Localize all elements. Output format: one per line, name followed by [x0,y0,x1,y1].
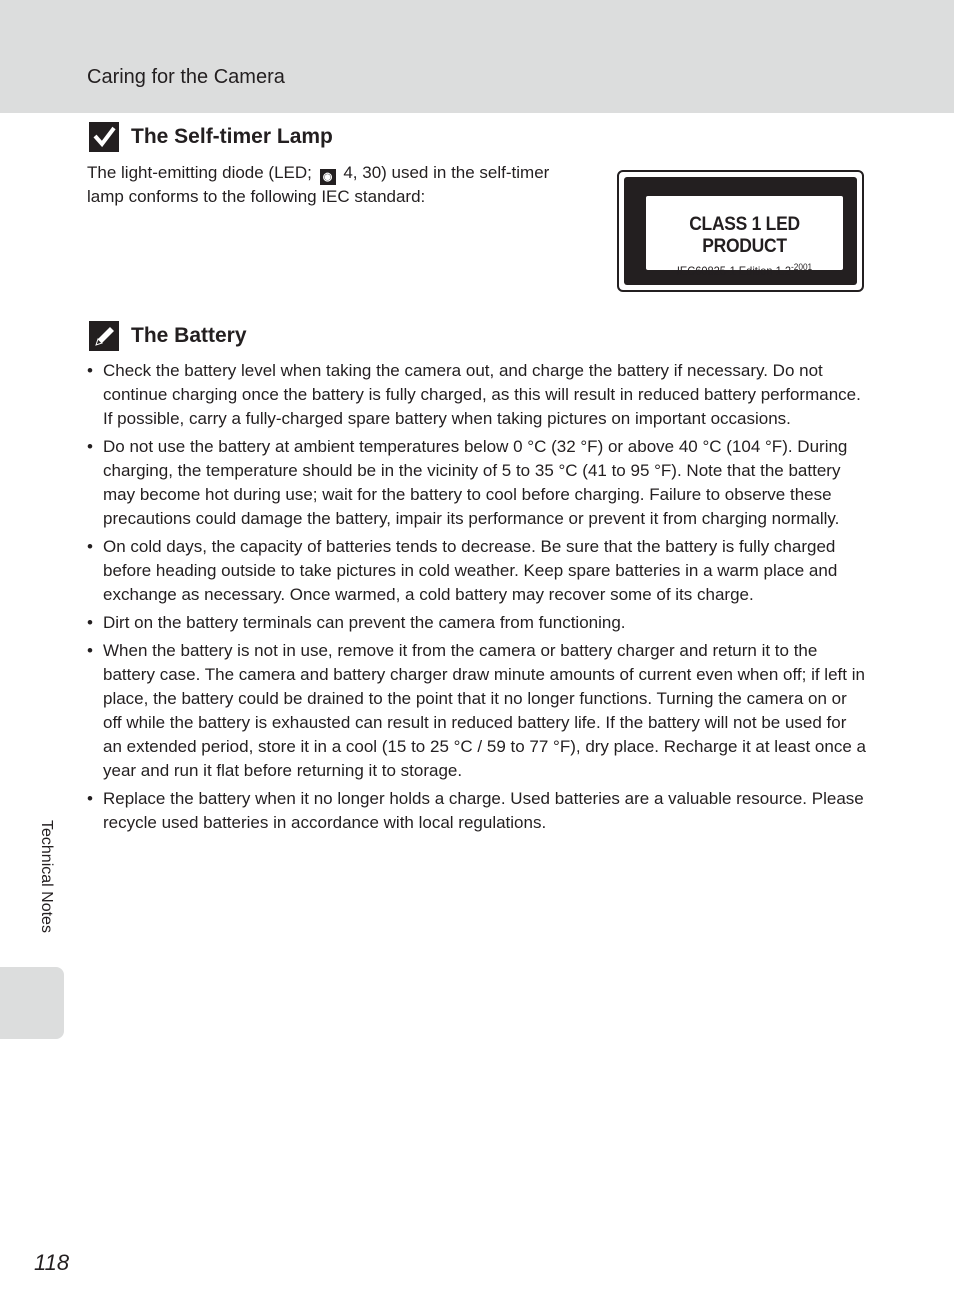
checkmark-note-icon [88,121,120,153]
led-label-title: CLASS 1 LED PRODUCT [689,214,800,257]
page-number: 118 [34,1250,70,1275]
list-item: • Replace the battery when it no longer holds a charge. Used batteries are a valuable resource. Please recycle used batteries in accordance with local regulations. [87,789,864,832]
battery-heading [88,320,247,352]
self-timer-paragraph: The light-emitting diode (LED; ◉ 4, 30) used in the self-timer lamp conforms to the following IEC standard: [87,163,550,206]
page-header-title: Caring for the Camera [87,66,285,88]
self-timer-heading [88,121,333,153]
list-item: • Do not use the battery at ambient temperatures below 0 °C (32 °F) or above 40 °C (104 °F). During charging, the temperature should be in the vicinity of 5 to 35 °C (41 to 95 °F). Note that the battery may become hot during use; wait for the battery to cool before charging. Failure to observe these precautions could damage the battery, impair its performance or prevent it from charging normally. [87,437,848,528]
list-item: • When the battery is not in use, remove it from the camera or battery charger and return it to the battery case. The camera and battery charger draw minute amounts of current even when off; if left in place, the battery could be drained to the point that it no longer functions. Turning the camera on or off while the battery is exhausted can result in reduced battery life. If the battery will not be used for an extended period, store it in a cool (15 to 25 °C / 59 to 77 °F), dry place. Recharge it at least once a year and run it flat before returning it to storage. [87,641,866,780]
class1-led-label [617,170,864,292]
list-item: • Check the battery level when taking the camera out, and charge the battery if necessary. Do not continue charging once the battery is fully charged, as this will result in reduced battery performance. If possible, carry a fully-charged spare battery when taking pictures on important occasions. [87,361,861,428]
header-band [0,0,954,113]
battery-list [87,359,867,839]
battery-title: The Battery [131,324,247,347]
camera-reference-icon: ◉ [320,169,336,185]
side-section-label: Technical Notes [38,820,55,933]
led-label-standard: IEC60825-1 Edition $1.2^{-2001}$ [676,262,813,278]
pencil-note-icon [88,320,120,352]
list-item: • On cold days, the capacity of batteries tends to decrease. Be sure that the battery is fully charged before heading outside to take pictures in cold weather. Keep spare batteries in a warm place and exchange as necessary. Once warmed, a cold battery may recover some of its charge. [87,537,838,604]
self-timer-title: The Self-timer Lamp [131,125,333,148]
side-tab [0,967,64,1039]
list-item: • Dirt on the battery terminals can prevent the camera from functioning. [87,613,626,632]
